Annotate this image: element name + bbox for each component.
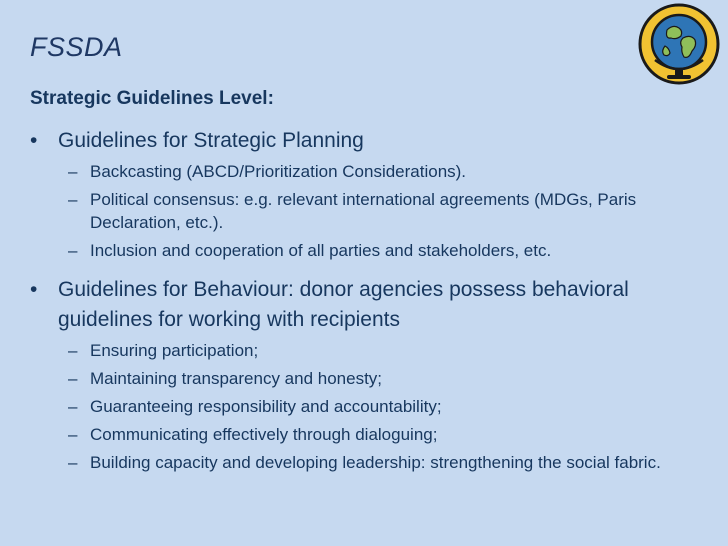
- bullet-item: [30, 126, 710, 156]
- bullet-list: [30, 126, 710, 479]
- dash-glyph: –: [68, 425, 78, 444]
- slide-title: FSSDA: [30, 32, 123, 62]
- sub-item: [30, 339, 710, 362]
- sub-item: [30, 451, 710, 474]
- sub-item-text: Political consensus: e.g. relevant international agreements (MDGs, Paris Declaration, etc.).: [90, 190, 637, 232]
- bullet-text: Guidelines for Behaviour: donor agencies possess behavioral guidelines for working with recipients: [58, 278, 629, 331]
- dash-glyph: –: [68, 453, 78, 472]
- bullet-glyph: •: [30, 129, 38, 152]
- sub-item: [30, 423, 710, 446]
- sub-item: [30, 395, 710, 418]
- sub-item: [30, 367, 710, 390]
- bullet-glyph: •: [30, 278, 38, 301]
- sub-item: [30, 239, 710, 262]
- dash-glyph: –: [68, 397, 78, 416]
- globe-icon: [637, 2, 721, 86]
- sub-item-text: Inclusion and cooperation of all parties and stakeholders, etc.: [90, 241, 552, 260]
- dash-glyph: –: [68, 369, 78, 388]
- bullet-item: [30, 275, 710, 335]
- slide-subtitle: Strategic Guidelines Level:: [30, 88, 274, 109]
- bullet-text: Guidelines for Strategic Planning: [58, 129, 364, 152]
- sub-item-text: Guaranteeing responsibility and accountability;: [90, 397, 442, 416]
- sub-item: [30, 160, 710, 183]
- sub-item-text: Ensuring participation;: [90, 341, 259, 360]
- dash-glyph: –: [68, 162, 78, 181]
- sub-item: [30, 188, 710, 234]
- dash-glyph: –: [68, 341, 78, 360]
- dash-glyph: –: [68, 190, 78, 209]
- sub-item-text: Communicating effectively through dialoguing;: [90, 425, 438, 444]
- sub-item-text: Backcasting (ABCD/Prioritization Considerations).: [90, 162, 467, 181]
- sub-item-text: Maintaining transparency and honesty;: [90, 369, 383, 388]
- sub-item-text: Building capacity and developing leadership: strengthening the social fabric.: [90, 453, 661, 472]
- dash-glyph: –: [68, 241, 78, 260]
